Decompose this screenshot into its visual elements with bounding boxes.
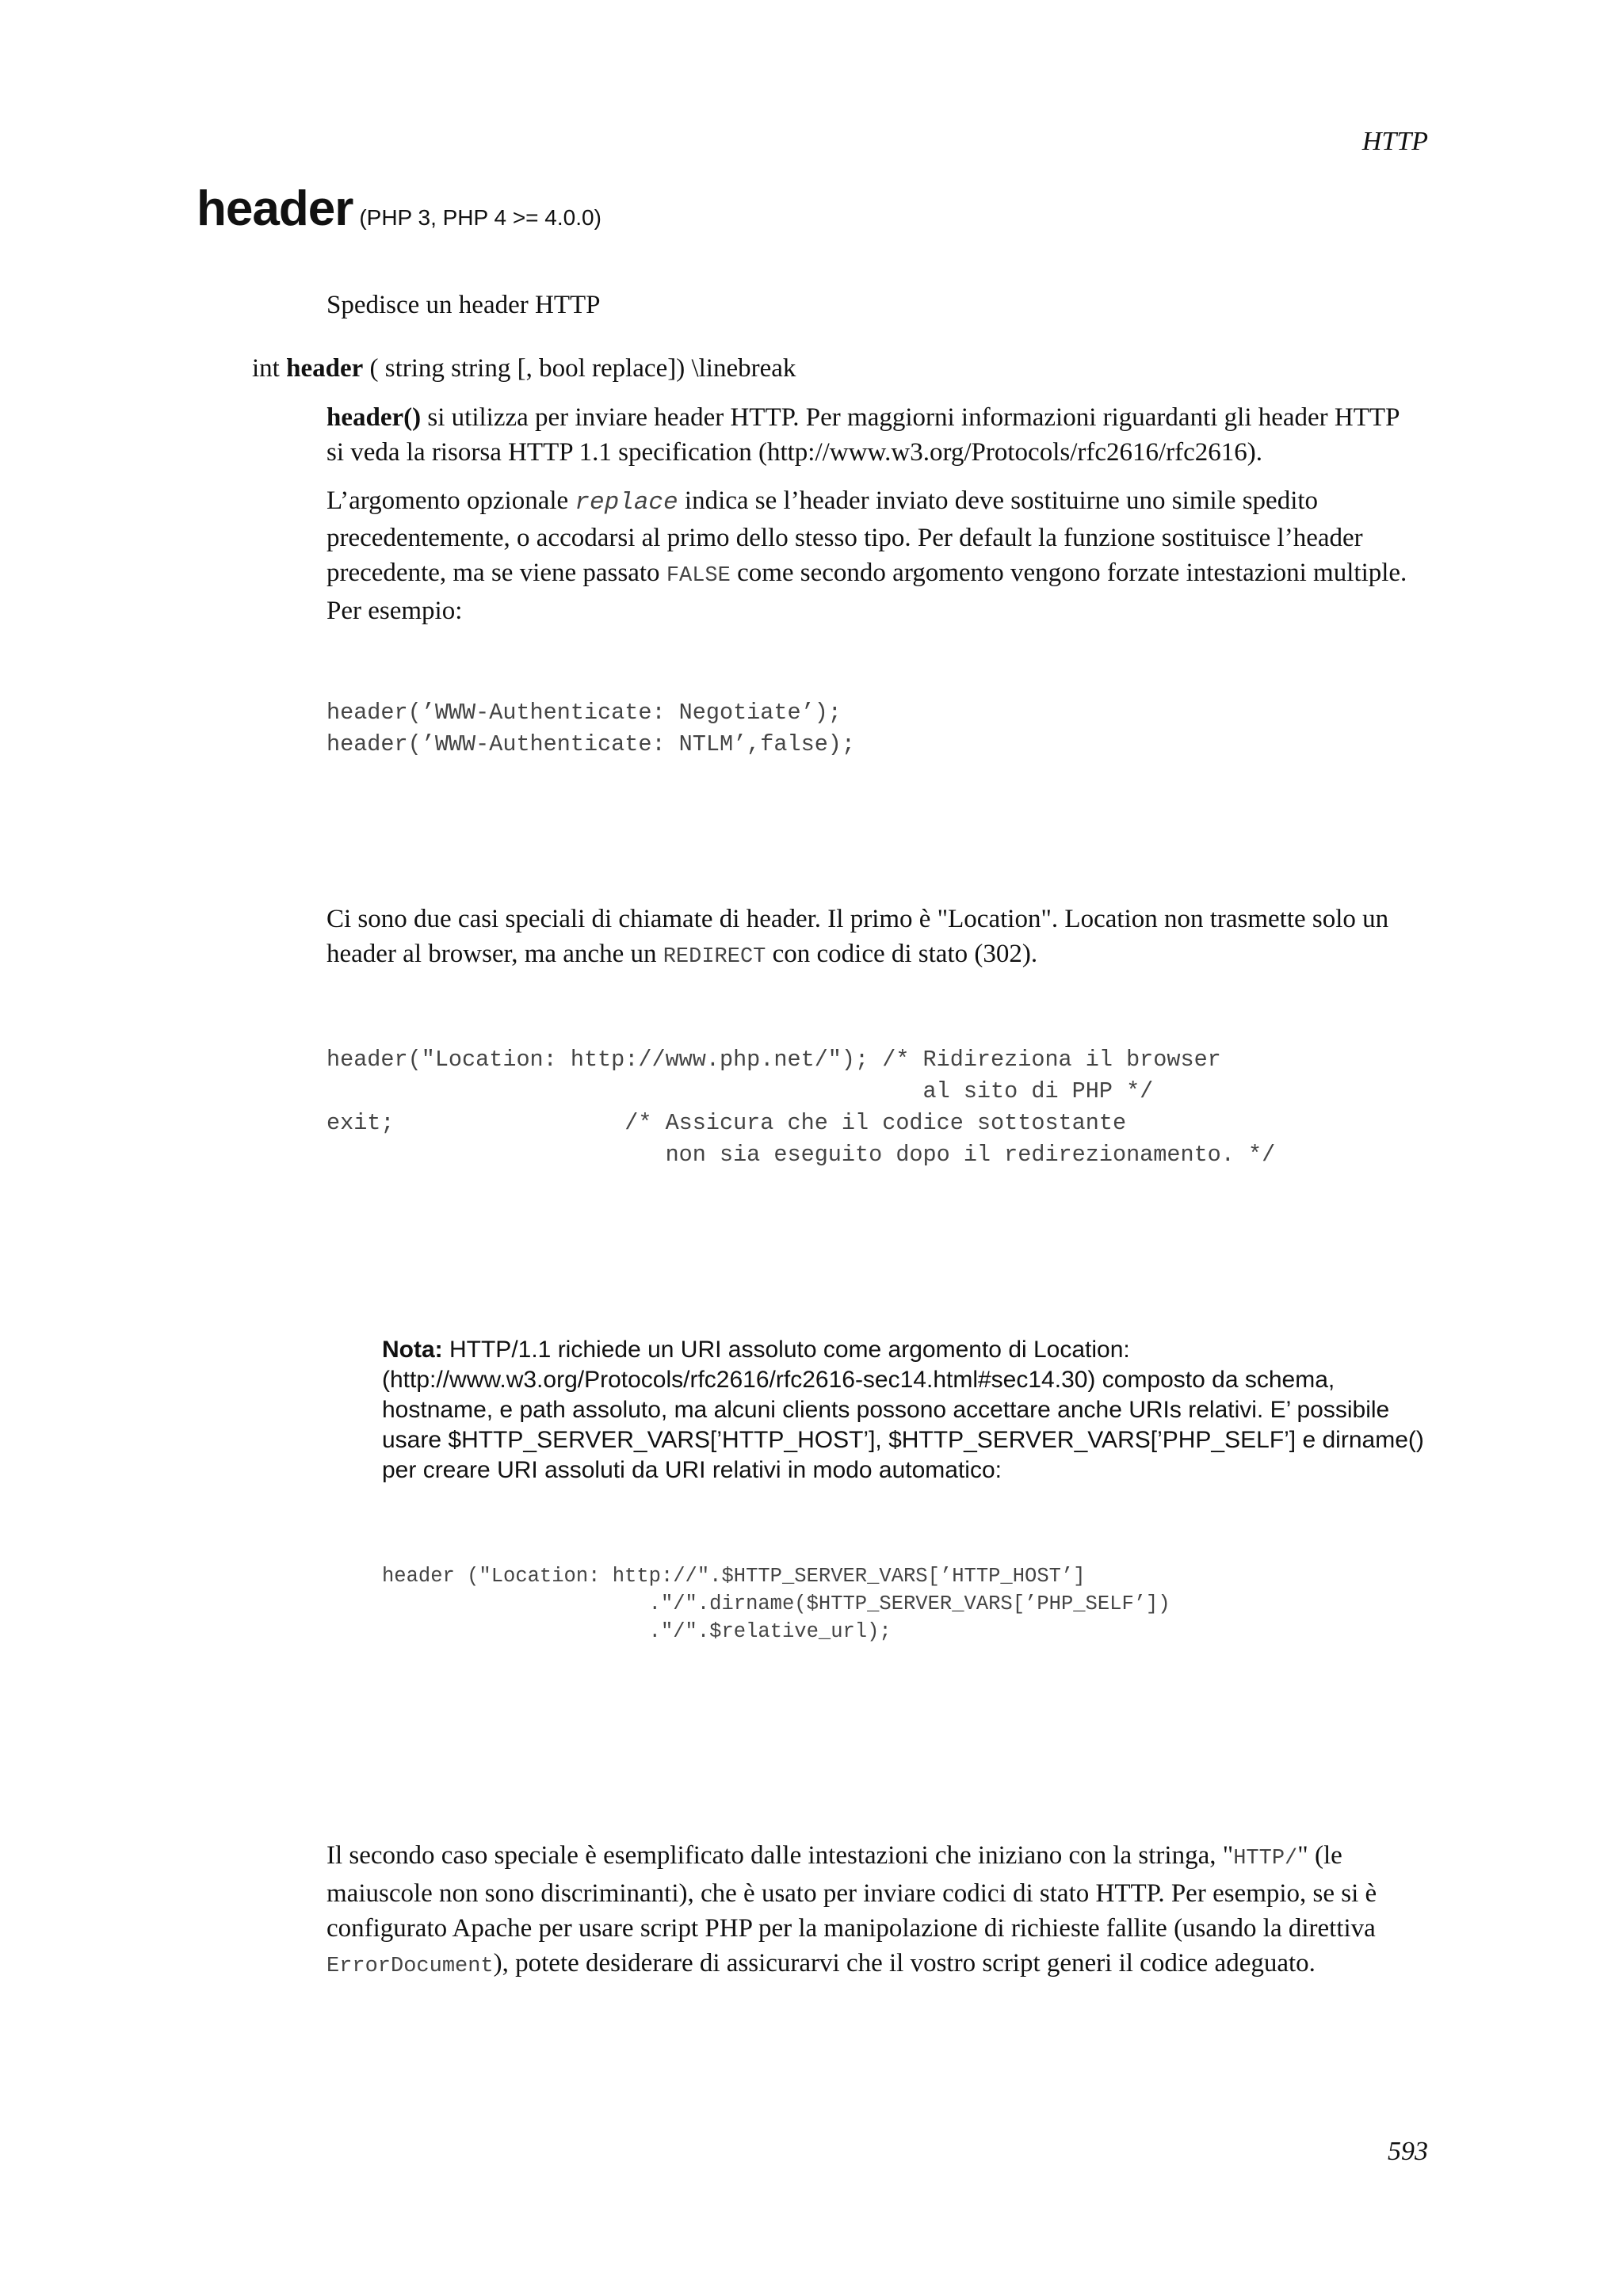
- constant-name: FALSE: [666, 564, 731, 588]
- constant-name: REDIRECT: [663, 945, 766, 969]
- paragraph-text: si utilizza per inviare header HTTP. Per maggiorni informazioni riguardanti gli header HTTP si veda la risorsa HTTP 1.1 specification (http://www.w3.org/Protocols/rfc2616/rfc2616).: [327, 403, 1400, 467]
- paragraph-text: L’argomento opzionale: [327, 486, 575, 515]
- synopsis-return-type: int: [252, 354, 287, 383]
- paragraph-text: come secondo argomento vengono forzate intestazioni multiple. Per esempio:: [327, 559, 1407, 625]
- paragraph-text: " (le maiuscole non sono discriminanti), che è usato per inviare codici di stato HTTP. Per esempio, se si è configurato Apache per usare script PHP per la manipolazione di richieste fallite (usando la direttiva: [327, 1841, 1377, 1943]
- parameter-name: replace: [575, 489, 678, 517]
- version-info: (PHP 3, PHP 4 >= 4.0.0): [359, 205, 601, 230]
- function-synopsis: [252, 351, 1441, 386]
- note-label: Nota:: [382, 1337, 443, 1363]
- paragraph-text: con codice di stato (302).: [766, 940, 1038, 968]
- inline-code: ErrorDocument: [327, 1955, 494, 1978]
- paragraph-text: ), potete desiderare di assicurarvi che il vostro script generi il codice adeguato.: [493, 1949, 1316, 1978]
- paragraph-text: indica se l’header inviato deve sostituirne uno simile spedito precedentemente, o accodarsi al primo dello stesso tipo. Per default la funzione sostituisce l’header precedente, ma se viene passato: [327, 486, 1363, 587]
- page-number: 593: [1388, 2137, 1428, 2166]
- description-paragraph-4: [327, 1838, 1420, 1984]
- description-paragraph-1: [327, 400, 1420, 470]
- inline-code: HTTP/: [1233, 1847, 1298, 1871]
- note-box: [382, 1335, 1436, 1486]
- note-code-example: header ("Location: http://".$HTTP_SERVER_VARS[’HTTP_HOST’] ."/".dirname($HTTP_SERVER_VARS[’PHP_SELF’]) ."/".$relative_url);: [382, 1565, 1170, 1643]
- synopsis-function-name: header: [286, 354, 364, 383]
- description-paragraph-2: [327, 483, 1420, 628]
- description-paragraph-3: [327, 902, 1420, 974]
- function-title: header: [197, 181, 353, 236]
- function-reference: header(): [327, 403, 422, 432]
- running-head: HTTP: [1361, 127, 1428, 156]
- function-title-line: [197, 181, 601, 237]
- paragraph-text: Il secondo caso speciale è esemplificato dalle intestazioni che iniziano con la stringa, ": [327, 1841, 1234, 1870]
- code-example-2: header("Location: http://www.php.net/"); /* Ridireziona il browser al sito di PHP */ exit; /* Assicura che il codice sottostante non sia eseguito dopo il redirezionamento. */: [327, 1047, 1276, 1168]
- paragraph-text: Ci sono due casi speciali di chiamate di header. Il primo è "Location". Location non trasmette solo un header al browser, ma anche un: [327, 905, 1389, 968]
- note-text: HTTP/1.1 richiede un URI assoluto come argomento di Location: (http://www.w3.org/Protocols/rfc2616/rfc2616-sec14.html#sec14.30) composto da schema, hostname, e path assoluto, ma alcuni clients possono accettare anche URIs relativi. E’ possibile usare $HTTP_SERVER_VARS[’HTTP_HOST’], $HTTP_SERVER_VARS[’PHP_SELF’] e dirname() per creare URI assoluti da URI relativi in modo automatico:: [382, 1337, 1424, 1483]
- synopsis-params: ( string string [, bool replace]) \linebreak: [363, 354, 796, 383]
- code-example-1: header(’WWW-Authenticate: Negotiate’); header(’WWW-Authenticate: NTLM’,false);: [327, 700, 856, 757]
- function-purpose: Spedisce un header HTTP: [327, 291, 601, 319]
